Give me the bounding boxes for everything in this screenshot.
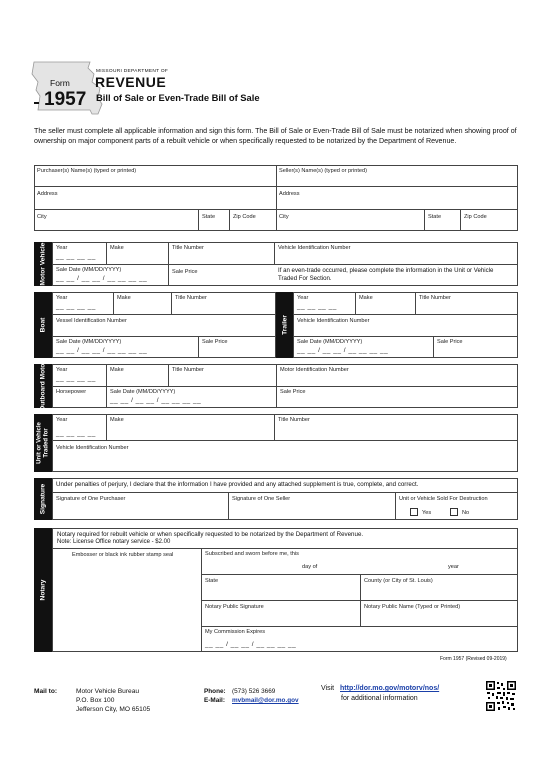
signature-side-label: Signature: [34, 478, 52, 520]
mv-title-field[interactable]: Title Number: [172, 245, 204, 251]
notary-seal-area: Embosser or black ink rubber stamp seal: [72, 552, 174, 558]
form-title: Bill of Sale or Even-Trade Bill of Sale: [96, 92, 260, 103]
seller-address-field[interactable]: Address: [279, 191, 300, 197]
mv-sale-date-field[interactable]: Sale Date (MM/DD/YYYY): [56, 267, 122, 273]
tf-year-field[interactable]: Year: [56, 417, 68, 423]
form-number-bar: [34, 102, 39, 104]
tf-make-field[interactable]: Make: [110, 417, 124, 423]
trailer-sale-date-field[interactable]: Sale Date (MM/DD/YYYY): [297, 339, 363, 345]
agency-small: MISSOURI DEPARTMENT OF: [96, 69, 169, 74]
ob-sale-price-field[interactable]: Sale Price: [280, 389, 306, 395]
notary-year-field[interactable]: year: [448, 564, 459, 570]
tf-title-field[interactable]: Title Number: [278, 417, 310, 423]
additional-info-text: for additional information: [341, 695, 418, 702]
trailer-year-field[interactable]: Year: [297, 295, 309, 301]
form-number: 1957: [44, 89, 87, 110]
mv-vin-field[interactable]: Vehicle Identification Number: [278, 245, 351, 251]
qr-code-icon[interactable]: [485, 680, 517, 712]
yes-label: Yes: [422, 510, 432, 516]
purchaser-name-field[interactable]: Purchaser(s) Name(s) (typed or printed): [37, 168, 137, 174]
notary-county-field[interactable]: County (or City of St. Louis): [364, 578, 433, 584]
mail-address-line3: Jefferson City, MO 65105: [76, 706, 151, 713]
trailer-vin-field[interactable]: Vehicle Identification Number: [297, 318, 370, 324]
outboard-side-label: Outboard Motor: [34, 364, 52, 408]
ob-title-field[interactable]: Title Number: [172, 367, 204, 373]
mail-address-line1: Motor Vehicle Bureau: [76, 688, 140, 695]
ob-horsepower-field[interactable]: Horsepower: [56, 389, 87, 395]
mv-make-field[interactable]: Make: [110, 245, 124, 251]
trailer-title-field[interactable]: Title Number: [419, 295, 451, 301]
notary-state-field[interactable]: State: [205, 578, 219, 584]
tf-vin-field[interactable]: Vehicle Identification Number: [56, 445, 129, 451]
no-label: No: [462, 510, 470, 516]
trailer-sale-price-field[interactable]: Sale Price: [437, 339, 463, 345]
destruction-yes-checkbox[interactable]: [410, 508, 418, 516]
notary-side-label: Notary: [34, 528, 52, 652]
email-link[interactable]: mvbmail@dor.mo.gov: [232, 697, 299, 704]
boat-title-field[interactable]: Title Number: [175, 295, 207, 301]
boat-sale-date-field[interactable]: Sale Date (MM/DD/YYYY): [56, 339, 122, 345]
website-link[interactable]: http://dor.mo.gov/motorv/nos/: [340, 685, 440, 692]
mail-address-line2: P.O. Box 100: [76, 697, 115, 704]
ob-year-field[interactable]: Year: [56, 367, 68, 373]
notary-day-field[interactable]: day of: [302, 564, 318, 570]
seller-state-field[interactable]: State: [428, 214, 442, 220]
seller-name-field[interactable]: Seller(s) Name(s) (typed or printed): [279, 168, 367, 174]
notary-name-field[interactable]: Notary Public Name (Typed or Printed): [364, 604, 461, 610]
perjury-statement: Under penalties of perjury, I declare that the information I have provided and any attached supplement is true, complete, and correct.: [56, 481, 419, 488]
seller-signature-field[interactable]: Signature of One Seller: [232, 496, 291, 502]
phone-number: (573) 526 3669: [232, 688, 276, 695]
destruction-label: Unit or Vehicle Sold For Destruction: [399, 496, 488, 502]
purchaser-zip-field[interactable]: Zip Code: [233, 214, 256, 220]
seller-city-field[interactable]: City: [279, 214, 289, 220]
boat-vin-field[interactable]: Vessel Identification Number: [56, 318, 127, 324]
agency-logo: REVENUE: [95, 74, 167, 90]
traded-side-label: Unit or Vehicle Traded for: [34, 414, 52, 472]
boat-sale-price-field[interactable]: Sale Price: [202, 339, 228, 345]
motor-vehicle-side-label: Motor Vehicle: [34, 242, 52, 286]
ob-sale-date-field[interactable]: Sale Date (MM/DD/YYYY): [110, 389, 176, 395]
purchaser-city-field[interactable]: City: [37, 214, 47, 220]
form-word: Form: [50, 78, 70, 88]
mv-sale-price-field[interactable]: Sale Price: [172, 269, 198, 275]
boat-year-field[interactable]: Year: [56, 295, 68, 301]
notary-section: [52, 528, 518, 652]
mail-to-label: Mail to:: [34, 688, 58, 695]
mv-year-field[interactable]: Year: [56, 245, 68, 251]
notary-fee-note: Note: License Office notary service - $2.00: [57, 539, 171, 545]
instructions: The seller must complete all applicable information and sign this form. The Bill of Sale or Even-Trade Bill of Sale must be notarized when showing proof of ownership on major component parts of a rebuilt vehicle or when specifically requested to be notarized by the Department of Revenue.: [34, 127, 517, 145]
trailer-make-field[interactable]: Make: [359, 295, 373, 301]
ob-motor-id-field[interactable]: Motor Identification Number: [280, 367, 349, 373]
notary-required-text: Notary required for rebuilt vehicle or when specifically requested to be notarized by the Department of Revenue.: [57, 531, 364, 538]
phone-label: Phone:: [204, 688, 226, 695]
purchaser-state-field[interactable]: State: [202, 214, 216, 220]
boat-side-label: Boat: [34, 292, 52, 358]
even-trade-note: If an even-trade occurred, please complete the information in the Unit or Vehicle Traded For Section.: [278, 267, 494, 282]
seller-zip-field[interactable]: Zip Code: [464, 214, 487, 220]
email-label: E-Mail:: [204, 697, 225, 704]
notary-signature-field[interactable]: Notary Public Signature: [205, 604, 264, 610]
commission-expires-field[interactable]: My Commission Expires: [205, 629, 265, 635]
notary-sworn-text: Subscribed and sworn before me, this: [205, 551, 299, 557]
ob-make-field[interactable]: Make: [110, 367, 124, 373]
boat-make-field[interactable]: Make: [117, 295, 131, 301]
revision-note: Form 1957 (Revised 09-2019): [440, 656, 507, 662]
purchaser-signature-field[interactable]: Signature of One Purchaser: [56, 496, 126, 502]
trailer-side-label: Trailer: [276, 292, 293, 358]
purchaser-address-field[interactable]: Address: [37, 191, 58, 197]
destruction-no-checkbox[interactable]: [450, 508, 458, 516]
visit-text: Visit: [321, 685, 335, 692]
